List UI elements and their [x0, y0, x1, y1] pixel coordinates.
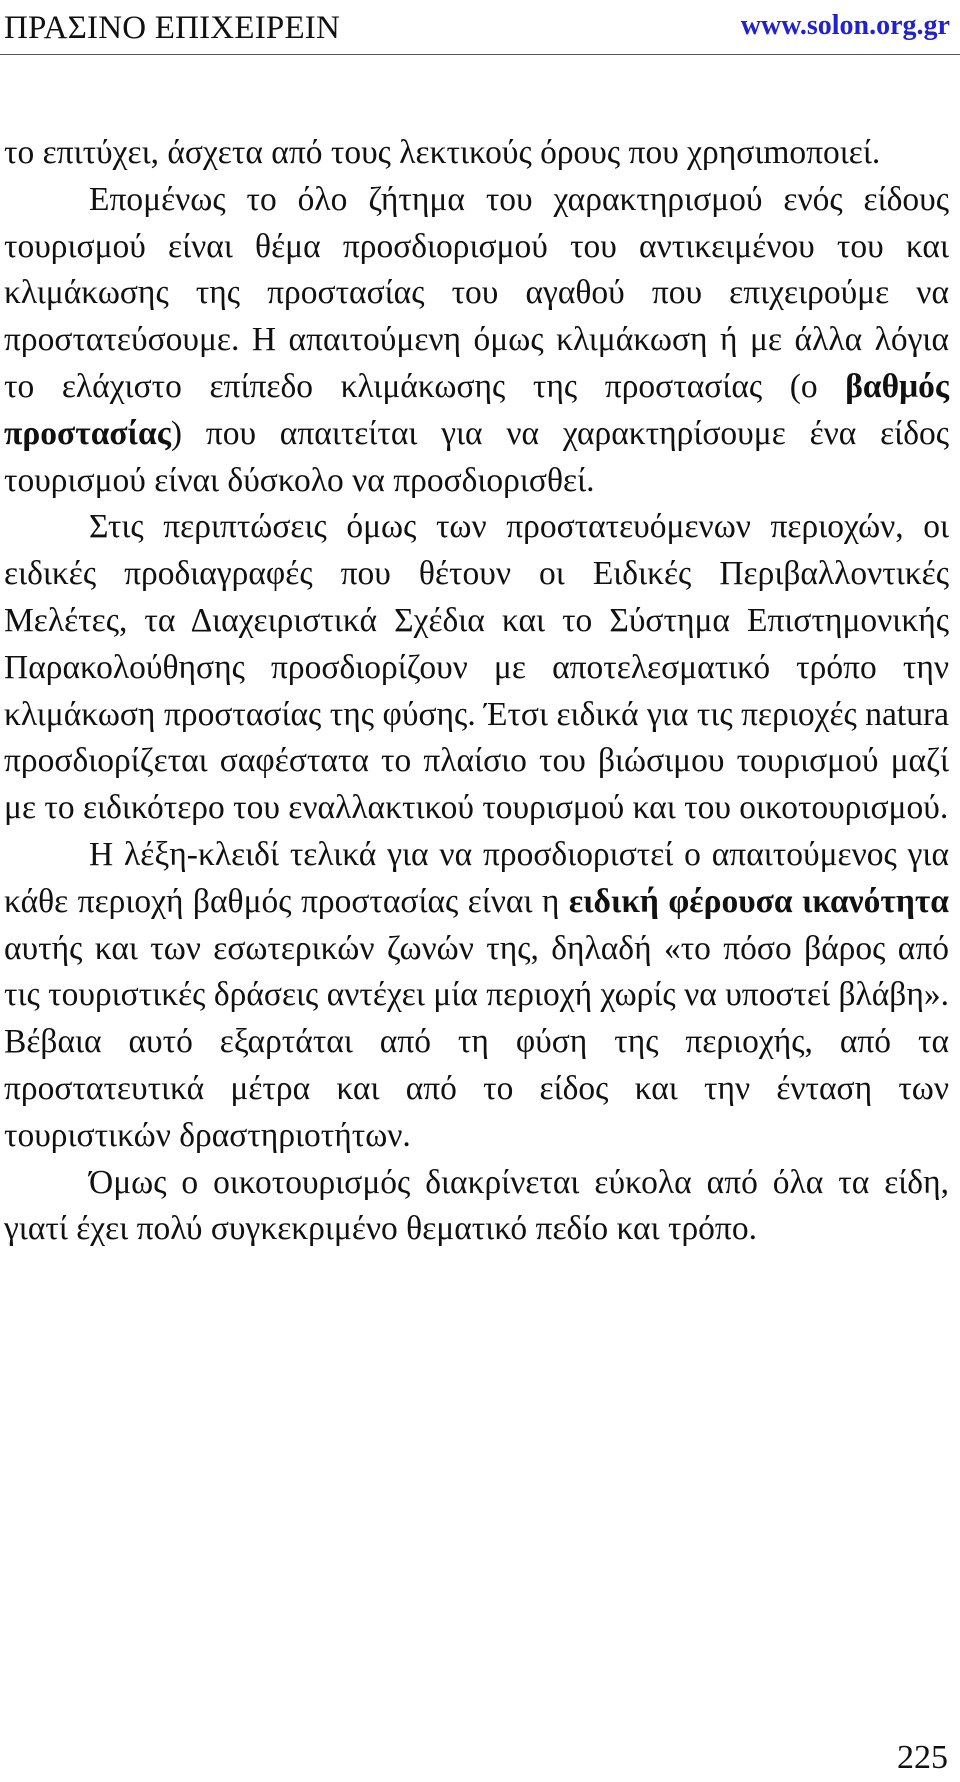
- paragraph-5: [4, 1160, 949, 1254]
- paragraph-1: [4, 130, 949, 177]
- body-text: [4, 130, 949, 1253]
- running-header-title: ΠΡΑΣΙΝΟ ΕΠΙΧΕΙΡΕΙΝ: [4, 10, 341, 46]
- paragraph-4-text-b: αυτής και των εσωτερικών ζωνών της, δηλαδή «το πόσο βάρος από τις τουριστικές δράσεις αντέχει μία περιοχή χωρίς να υποστεί βλάβη». Βέβαια αυτό εξαρτάται από τη φύση της περιοχής, από τα προστατευτικά μέτρα και από το είδος και την ένταση των τουριστικών δραστηριοτήτων.: [4, 929, 949, 1154]
- bold-term-protection-degree: βαθμός προστασίας: [4, 367, 949, 452]
- paragraph-2: [4, 177, 949, 505]
- page-header: [0, 0, 960, 56]
- website-link[interactable]: www.solon.org.gr: [740, 10, 950, 41]
- bold-term-carrying-capacity: ειδική φέρουσα ικανότητα: [568, 882, 949, 920]
- paragraph-3-text: Στις περιπτώσεις όμως των προστατευόμενων περιοχών, οι ειδικές προδιαγραφές που θέτουν οι Ειδικές Περιβαλλοντικές Μελέτες, τα Διαχειριστικά Σχέδια και το Σύστημα Επιστημονικής Παρακολούθησης προσδιορίζουν με αποτελεσματικό τρόπο την κλιμάκωση προστασίας της φύσης. Έτσι ειδικά για τις περιοχές natura προσδιορίζεται σαφέστατα το πλαίσιο του βιώσιμου τουρισμού μαζί με το ειδικότερο του εναλλακτικού τουρισμού και του οικοτουρισμού.: [4, 508, 949, 827]
- paragraph-3: [4, 504, 949, 832]
- paragraph-4: [4, 832, 949, 1160]
- paragraph-1-text: το επιτύχει, άσχετα από τους λεκτικούς όρους που χρησιmοποιεί.: [4, 134, 881, 171]
- page-number: 225: [897, 1739, 948, 1776]
- paragraph-2-text-a: Επομένως το όλο ζήτημα του χαρακτηρισμού ενός είδους τουρισμού είναι θέμα προσδιορισμού του αντικειμένου του και κλιμάκωσης της προστασίας του αγαθού που επιχειρούμε να προστατεύσουμε. Η απαιτούμενη όμως κλιμάκωση ή με άλλα λόγια το ελάχιστο επίπεδο κλιμάκωσης της προστασίας (ο: [4, 180, 949, 405]
- paragraph-4-text-a: Η λέξη-κλειδί τελικά για να προσδιοριστεί ο απαιτούμενος για κάθε περιοχή βαθμός προστασίας είναι η: [4, 835, 949, 920]
- header-divider: [0, 54, 960, 55]
- paragraph-2-text-b: ) που απαιτείται για να χαρακτηρίσουμε ένα είδος τουρισμού είναι δύσκολο να προσδιορισθεί.: [4, 414, 949, 499]
- paragraph-5-text: Όμως ο οικοτουρισμός διακρίνεται εύκολα από όλα τα είδη, γιατί έχει πολύ συγκεκριμένο θεματικό πεδίο και τρόπο.: [4, 1163, 949, 1248]
